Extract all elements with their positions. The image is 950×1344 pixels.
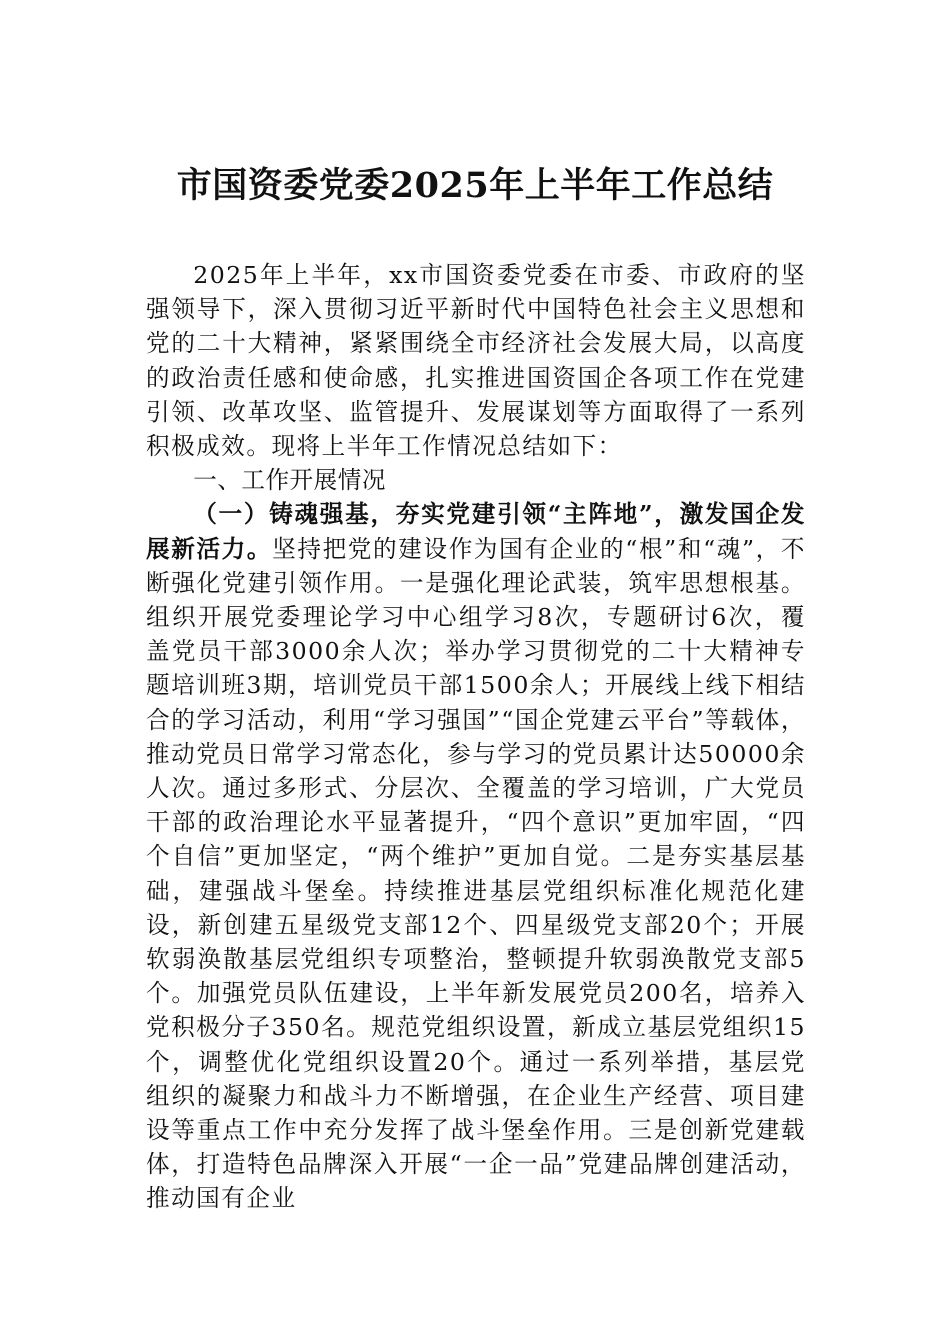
intro-paragraph: 2025年上半年，xx市国资委党委在市委、市政府的坚强领导下，深入贯彻习近平新时代中国特色社会主义思想和党的二十大精神，紧紧围绕全市经济社会发展大局，以高度的政治责任感和使命感，扎实推进国资国企各项工作在党建引领、改革攻坚、监管提升、发展谋划等方面取得了一系列积极成效。现将上半年工作情况总结如下： (146, 261, 806, 461)
section-heading: 一、工作开展情况 (193, 466, 386, 495)
document-title: 市国资委党委2025年上半年工作总结 (176, 165, 774, 206)
subsection-paragraph (146, 497, 806, 1215)
subsection-heading: （一）铸魂强基，夯实党建引领“主阵地”，激发国企发展新活力。 (146, 500, 806, 563)
subsection-body: 坚持把党的建设作为国有企业的“根”和“魂”，不断强化党建引领作用。一是强化理论武装，筑牢思想根基。组织开展党委理论学习中心组学习8次，专题研讨6次，覆盖党员干部3000余人次；举办学习贯彻党的二十大精神专题培训班3期，培训党员干部1500余人；开展线上线下相结合的学习活动，利用“学习强国”“国企党建云平台”等载体，推动党员日常学习常态化，参与学习的党员累计达50000余人次。通过多形式、分层次、全覆盖的学习培训，广大党员干部的政治理论水平显著提升，“四个意识”更加牢固，“四个自信”更加坚定，“两个维护”更加自觉。二是夯实基层基础，建强战斗堡垒。持续推进基层党组织标准化规范化建设，新创建五星级党支部12个、四星级党支部20个；开展软弱涣散基层党组织专项整治，整顿提升软弱涣散党支部5个。加强党员队伍建设，上半年新发展党员200名，培养入党积极分子350名。规范党组织设置，新成立基层党组织15个，调整优化党组织设置20个。通过一系列举措，基层党组织的凝聚力和战斗力不断增强，在企业生产经营、项目建设等重点工作中充分发挥了战斗堡垒作用。三是创新党建载体，打造特色品牌深入开展“一企一品”党建品牌创建活动，推动国有企业 (146, 534, 807, 1213)
document-body (146, 258, 806, 1216)
